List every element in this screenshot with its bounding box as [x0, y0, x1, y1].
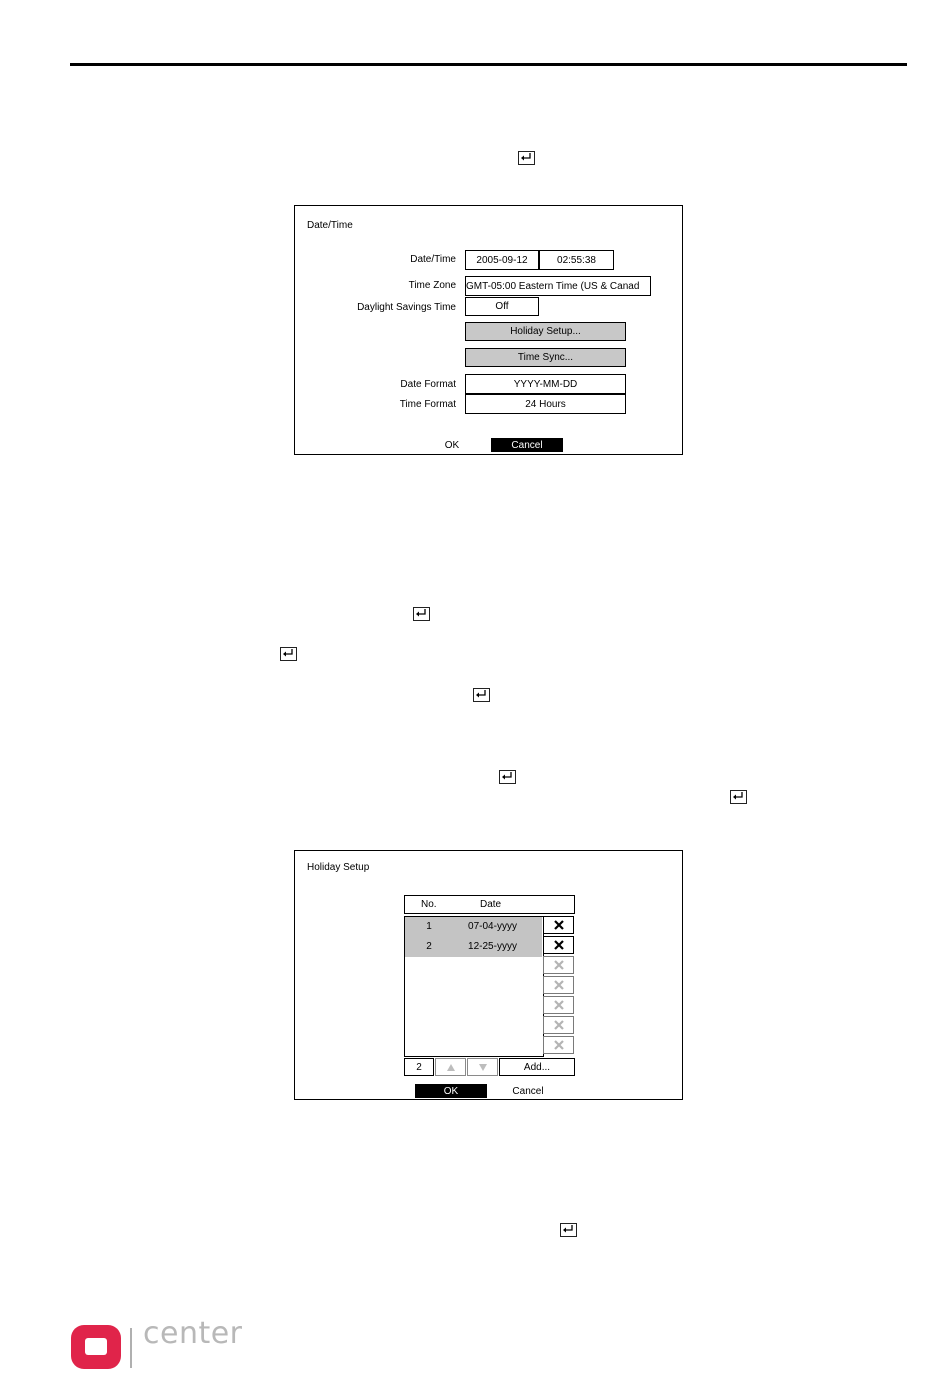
arrow-up-icon — [447, 1064, 455, 1071]
time-format-label: Time Format — [399, 399, 456, 410]
time-field[interactable]: 02:55:38 — [539, 250, 614, 270]
enter-key-icon — [499, 770, 516, 784]
holiday-setup-button[interactable]: Holiday Setup... — [465, 322, 626, 341]
delete-button[interactable] — [543, 916, 574, 934]
row-date: 07-04-yyyy — [468, 921, 517, 932]
time-sync-button[interactable]: Time Sync... — [465, 348, 626, 367]
delete-button[interactable] — [543, 1016, 574, 1034]
x-delete-icon — [554, 960, 564, 970]
scroll-down-button[interactable] — [467, 1058, 498, 1076]
table-row[interactable] — [405, 937, 542, 957]
enter-key-icon — [730, 790, 747, 804]
x-delete-icon — [554, 980, 564, 990]
datetime-dialog — [294, 205, 683, 455]
x-delete-icon — [554, 920, 564, 930]
logo-divider — [130, 1328, 132, 1368]
enter-key-icon — [280, 647, 297, 661]
timezone-label: Time Zone — [408, 280, 456, 291]
enter-key-icon — [413, 607, 430, 621]
dst-label: Daylight Savings Time — [357, 302, 456, 313]
dialog-title: Holiday Setup — [307, 862, 370, 873]
scroll-up-button[interactable] — [435, 1058, 466, 1076]
timezone-field[interactable]: GMT-05:00 Eastern Time (US & Canad — [465, 276, 651, 296]
cancel-button[interactable]: Cancel — [491, 438, 563, 452]
table-header — [404, 895, 575, 914]
count-field: 2 — [404, 1058, 434, 1076]
x-delete-icon — [554, 1000, 564, 1010]
dialog-title: Date/Time — [307, 220, 353, 231]
time-format-field[interactable]: 24 Hours — [465, 394, 626, 414]
column-header-no: No. — [421, 899, 437, 910]
x-delete-icon — [554, 1020, 564, 1030]
date-format-field[interactable]: YYYY-MM-DD — [465, 374, 626, 394]
delete-button[interactable] — [543, 936, 574, 954]
enter-key-icon — [518, 151, 535, 165]
row-no: 2 — [426, 941, 432, 952]
datetime-label: Date/Time — [410, 254, 456, 265]
row-no: 1 — [426, 921, 432, 932]
cancel-button[interactable]: Cancel — [512, 1085, 544, 1097]
holiday-list[interactable] — [404, 916, 544, 1057]
delete-button[interactable] — [543, 976, 574, 994]
dst-field[interactable]: Off — [465, 297, 539, 316]
delete-button[interactable] — [543, 996, 574, 1014]
enter-key-icon — [560, 1223, 577, 1237]
date-format-label: Date Format — [400, 379, 456, 390]
add-button[interactable]: Add... — [499, 1058, 575, 1076]
delete-button[interactable] — [543, 956, 574, 974]
header-rule — [70, 63, 907, 66]
holiday-dialog — [294, 850, 683, 1100]
ok-button[interactable]: OK — [444, 439, 460, 451]
date-field[interactable]: 2005-09-12 — [465, 250, 539, 270]
x-delete-icon — [554, 940, 564, 950]
delete-button[interactable] — [543, 1036, 574, 1054]
enter-key-icon — [473, 688, 490, 702]
logo-text: center — [143, 1316, 243, 1351]
ok-button[interactable]: OK — [415, 1084, 487, 1098]
x-delete-icon — [554, 1040, 564, 1050]
arrow-down-icon — [479, 1064, 487, 1071]
row-date: 12-25-yyyy — [468, 941, 517, 952]
logo-icon — [71, 1325, 121, 1369]
table-row[interactable] — [405, 917, 542, 937]
column-header-date: Date — [480, 899, 502, 910]
